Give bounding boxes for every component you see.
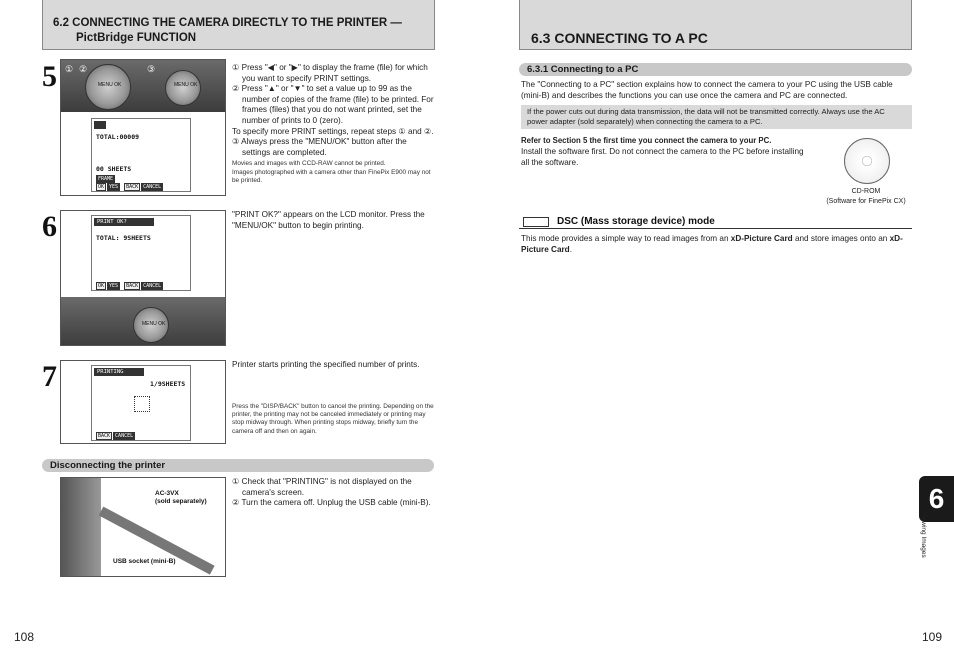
left-section-title-line2: PictBridge FUNCTION — [76, 32, 197, 44]
lcd-title-bar: PRINT OK? — [94, 218, 154, 226]
step-number-5: 5 — [42, 60, 57, 93]
ac-adapter-label: AC-3VX — [155, 490, 179, 497]
disconnect-text-1: ① Check that "PRINTING" is not displayed on the camera's screen. — [232, 477, 412, 497]
step7-illustration — [60, 360, 226, 444]
step5-lcd-screen — [91, 118, 191, 192]
dsc-heading: DSC (Mass storage device) mode — [557, 216, 715, 227]
step7-lcd-screen — [91, 365, 191, 441]
lcd-yes-button: YES — [109, 283, 119, 289]
dsc-mode-icon — [523, 217, 549, 227]
left-section-title-line1: 6.2 CONNECTING THE CAMERA DIRECTLY TO THE PRINTER — — [53, 17, 402, 29]
dial-label: MENU OK — [98, 82, 122, 88]
step5-instructions — [232, 63, 434, 185]
camera-side-image — [61, 478, 101, 577]
lcd-cancel-button: CANCEL — [143, 283, 162, 289]
lcd-back-button: BACK — [98, 433, 111, 439]
step5-text-4: ③ Always press the "MENU/OK" button after the settings are completed. — [232, 137, 407, 157]
left-section-header — [42, 0, 435, 50]
lcd-ok-button: OK — [98, 184, 105, 190]
lcd-icon-bar — [94, 121, 106, 129]
lcd-title-bar: PRINTING — [94, 368, 144, 376]
cd-rom-icon — [844, 138, 890, 184]
disconnect-heading: Disconnecting the printer — [42, 459, 434, 472]
step5-text-1: ① Press "◀" or "▶" to display the frame (file) for which you want to specify PRINT settings. — [232, 63, 428, 83]
lcd-cancel-button: CANCEL — [143, 184, 162, 190]
step5-label-2: ② — [79, 64, 88, 74]
menu-ok-dial-label: MENU OK — [142, 321, 166, 327]
step5-text-3: To specify more PRINT settings, repeat steps ① and ②. — [232, 126, 434, 136]
lcd-sheets: 00 SHEETS — [96, 165, 132, 173]
chapter-tab: 6 — [919, 476, 954, 522]
page-number-left: 108 — [14, 630, 35, 644]
step6-text: "PRINT OK?" appears on the LCD monitor. Press the "MENU/OK" button to begin printing. — [232, 210, 425, 230]
step5-note-2: Images photographed with a camera other than FinePix E900 may not be printed. — [232, 168, 431, 184]
lcd-frame-button: FRAME — [98, 176, 114, 182]
step-number-7: 7 — [42, 360, 57, 393]
cd-rom-sublabel: (Software for FinePix CX) — [826, 198, 906, 205]
menu-ok-dial-label: MENU OK — [174, 82, 198, 88]
connecting-subheading: 6.3.1 Connecting to a PC — [519, 63, 912, 76]
step5-label-3: ③ — [147, 64, 156, 74]
right-section-title: 6.3 CONNECTING TO A PC — [531, 30, 708, 46]
cd-rom-label: CD-ROM — [851, 188, 881, 195]
step5-note-1: Movies and images with CCD-RAW cannot be printed. — [232, 160, 386, 168]
menu-ok-dial — [165, 70, 201, 106]
chapter-tab-label: Viewing Images — [920, 512, 927, 558]
right-section-header — [519, 0, 912, 50]
disconnect-text-2: ② Turn the camera off. Unplug the USB cable (mini-B). — [232, 498, 431, 508]
lcd-total: TOTAL:00009 — [96, 133, 140, 141]
disconnect-illustration — [60, 477, 226, 577]
step5-text-2: ② Press "▲" or "▼" to set a value up to 99 as the number of copies of the frame (file) to be printed. For frames (files) that you do not want printed, set the number of prints to 0 (zero). — [232, 84, 434, 125]
install-software-text: Install the software first. Do not connect the camera to the PC before installing all the software. — [521, 147, 804, 167]
step7-text: Printer starts printing the specified number of prints. — [232, 360, 420, 369]
lcd-yes-button: YES — [109, 184, 119, 190]
step6-illustration — [60, 210, 226, 346]
lcd-ok-button: OK — [98, 283, 105, 289]
step6-lcd-screen — [91, 215, 191, 291]
xd-card-term: xD-Picture Card — [521, 234, 903, 254]
step5-label-1: ① — [65, 64, 74, 74]
xd-card-term: xD-Picture Card — [730, 234, 793, 243]
page-number-right: 109 — [922, 630, 943, 644]
lcd-back-button: BACK — [126, 184, 139, 190]
lcd-total: TOTAL: 9SHEETS — [96, 234, 151, 242]
print-progress-icon — [134, 396, 150, 412]
lcd-count: 1/9SHEETS — [150, 380, 186, 388]
usb-socket-label: USB socket (mini-B) — [113, 558, 176, 565]
connecting-intro: The "Connecting to a PC" section explains how to connect the camera to your PC using the USB cable (mini-B) and describes the functions you can use once the camera and PC are connected. — [521, 80, 893, 100]
step5-illustration — [60, 59, 226, 196]
lcd-cancel-button: CANCEL — [115, 433, 134, 439]
power-warning-box: If the power cuts out during data transmission, the data will not be transmitted correctly. Always use the AC power adapter (sold separately) when connecting the camera to a PC. — [521, 105, 912, 129]
ac-adapter-label-sub: (sold separately) — [155, 498, 207, 505]
step7-note: Press the "DISP/BACK" button to cancel the printing. Depending on the printer, the printing may not be canceled immediately or printing may stop midway through. When printing stops midway, briefly turn the camera off and then on again. — [232, 403, 434, 435]
lcd-back-button: BACK — [126, 283, 139, 289]
refer-section5: Refer to Section 5 the first time you connect the camera to your PC. — [521, 136, 772, 145]
dsc-description: This mode provides a simple way to read images from an xD-Picture Card and store images onto an xD-Picture Card. — [521, 234, 903, 254]
step-number-6: 6 — [42, 210, 57, 243]
disconnect-instructions — [232, 477, 434, 509]
